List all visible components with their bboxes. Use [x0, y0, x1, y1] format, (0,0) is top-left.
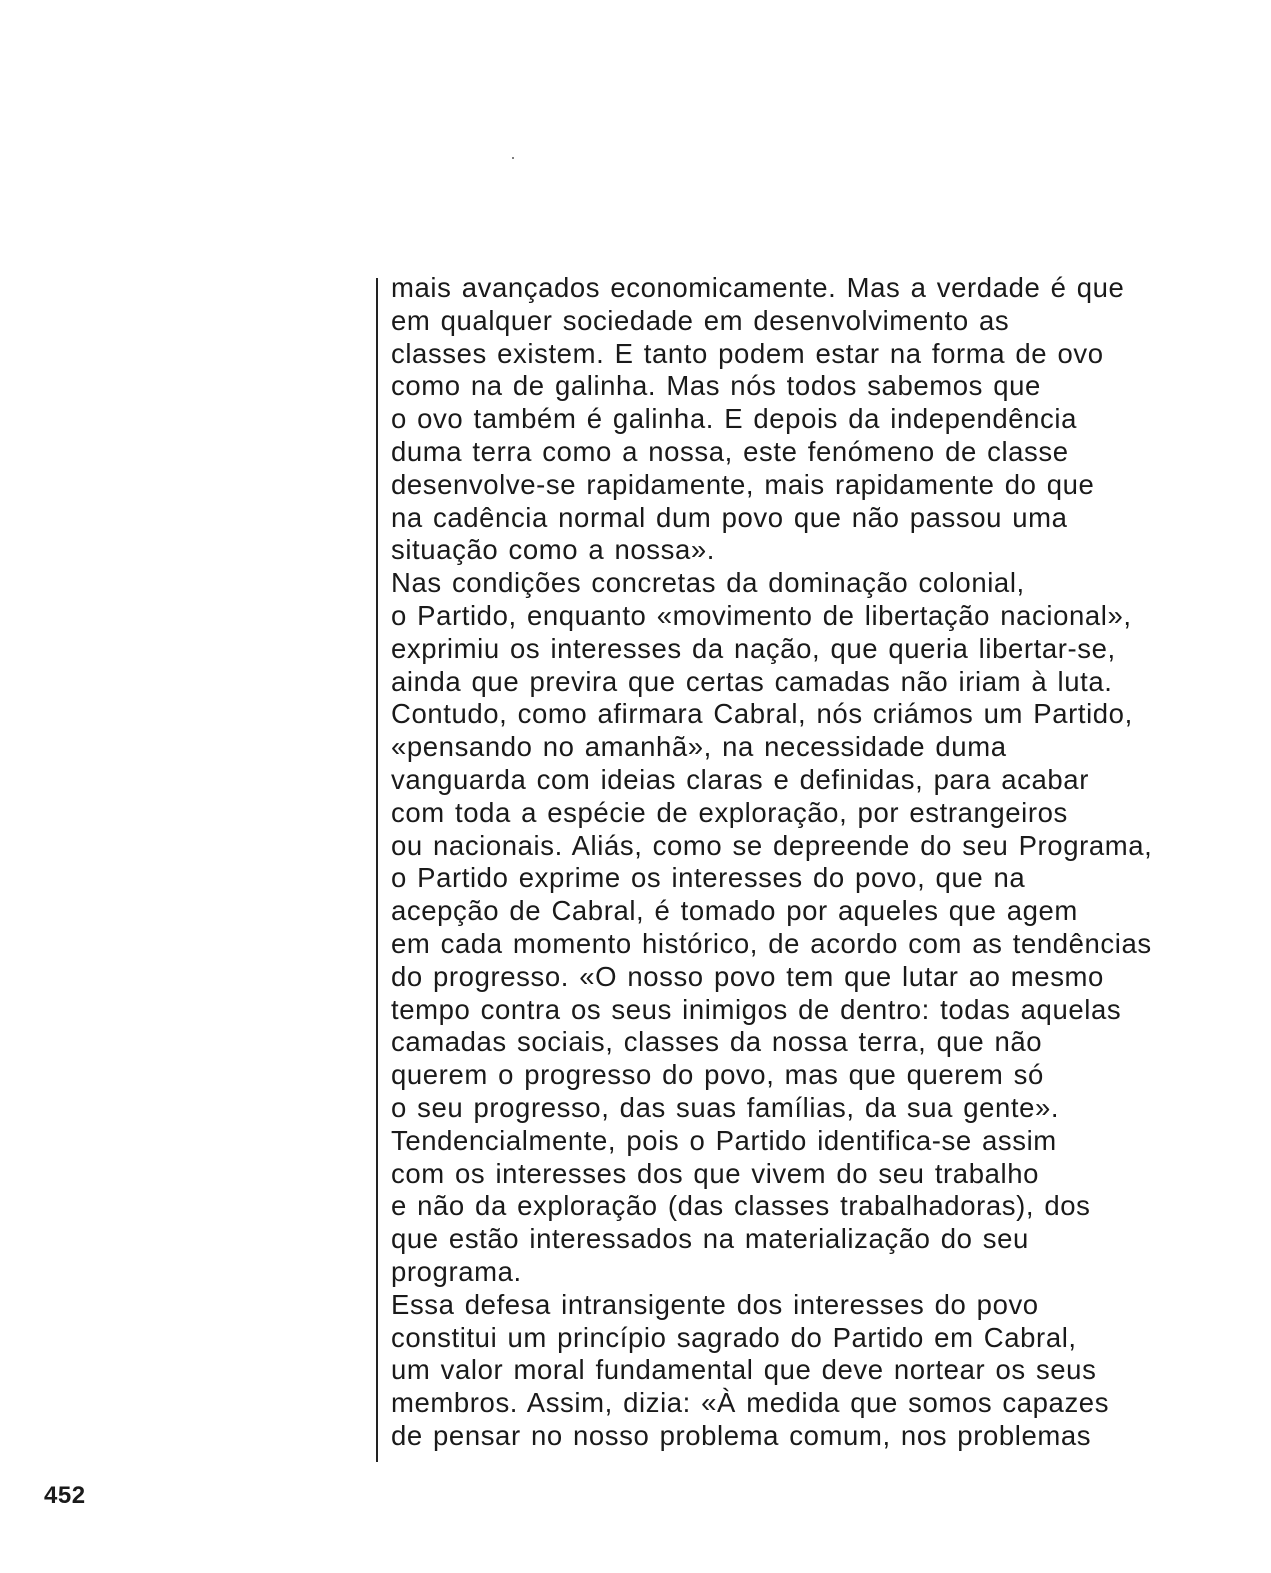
margin-rule — [376, 278, 378, 1462]
stray-dot — [512, 157, 514, 159]
text-line: com os interesses dos que vivem do seu trabalho — [391, 1157, 1039, 1189]
text-line: situação como a nossa». — [391, 534, 716, 566]
text-line: vanguarda com ideias claras e definidas, para acabar — [391, 763, 1089, 795]
text-line: acepção de Cabral, é tomado por aqueles que agem — [391, 895, 1078, 927]
text-line: desenvolve-se rapidamente, mais rapidamente do que — [391, 468, 1095, 500]
text-line: e não da exploração (das classes trabalhadoras), dos — [391, 1190, 1091, 1222]
text-line: «pensando no amanhã», na necessidade duma — [391, 731, 1007, 763]
text-line: mais avançados economicamente. Mas a verdade é que — [391, 272, 1125, 303]
text-line: que estão interessados na materialização do seu — [391, 1223, 1029, 1255]
page-number: 452 — [44, 1482, 86, 1509]
text-line: o Partido, enquanto «movimento de libertação nacional», — [391, 599, 1132, 631]
text-line: ainda que previra que certas camadas não iriam à luta. — [391, 665, 1113, 697]
text-line: em qualquer sociedade em desenvolvimento as — [391, 304, 1010, 336]
text-line: como na de galinha. Mas nós todos sabemos que — [391, 370, 1041, 402]
text-line: Nas condições concretas da dominação colonial, — [391, 567, 1025, 599]
text-line: ou nacionais. Aliás, como se depreende do seu Programa, — [391, 829, 1153, 861]
text-line: em cada momento histórico, de acordo com as tendências — [391, 927, 1152, 959]
text-line: com toda a espécie de exploração, por estrangeiros — [391, 796, 1068, 828]
text-line: constitui um princípio sagrado do Partido em Cabral, — [391, 1321, 1077, 1353]
text-line: duma terra como a nossa, este fenómeno de classe — [391, 435, 1069, 467]
text-line: um valor moral fundamental que deve nortear os seus — [391, 1354, 1097, 1386]
text-line: Contudo, como afirmara Cabral, nós criámos um Partido, — [391, 698, 1133, 730]
text-line: na cadência normal dum povo que não passou uma — [391, 501, 1068, 533]
text-line: do progresso. «O nosso povo tem que lutar ao mesmo — [391, 960, 1104, 992]
text-line: programa. — [391, 1255, 522, 1287]
body-text — [391, 272, 1251, 1453]
text-line: o Partido exprime os interesses do povo, que na — [391, 862, 1026, 894]
text-line: de pensar no nosso problema comum, nos problemas — [391, 1419, 1092, 1451]
text-line: tempo contra os seus inimigos de dentro: todas aquelas — [391, 993, 1122, 1025]
text-line: Tendencialmente, pois o Partido identifica-se assim — [391, 1124, 1057, 1156]
text-line: classes existem. E tanto podem estar na forma de ovo — [391, 337, 1104, 369]
text-line: o ovo também é galinha. E depois da independência — [391, 403, 1077, 435]
text-line: camadas sociais, classes da nossa terra, que não — [391, 1026, 1043, 1058]
text-line: Essa defesa intransigente dos interesses do povo — [391, 1288, 1039, 1320]
text-line: membros. Assim, dizia: «À medida que somos capazes — [391, 1387, 1110, 1419]
text-line: o seu progresso, das suas famílias, da sua gente». — [391, 1091, 1060, 1123]
text-line: exprimiu os interesses da nação, que queria libertar-se, — [391, 632, 1116, 664]
text-line: querem o progresso do povo, mas que querem só — [391, 1059, 1044, 1091]
